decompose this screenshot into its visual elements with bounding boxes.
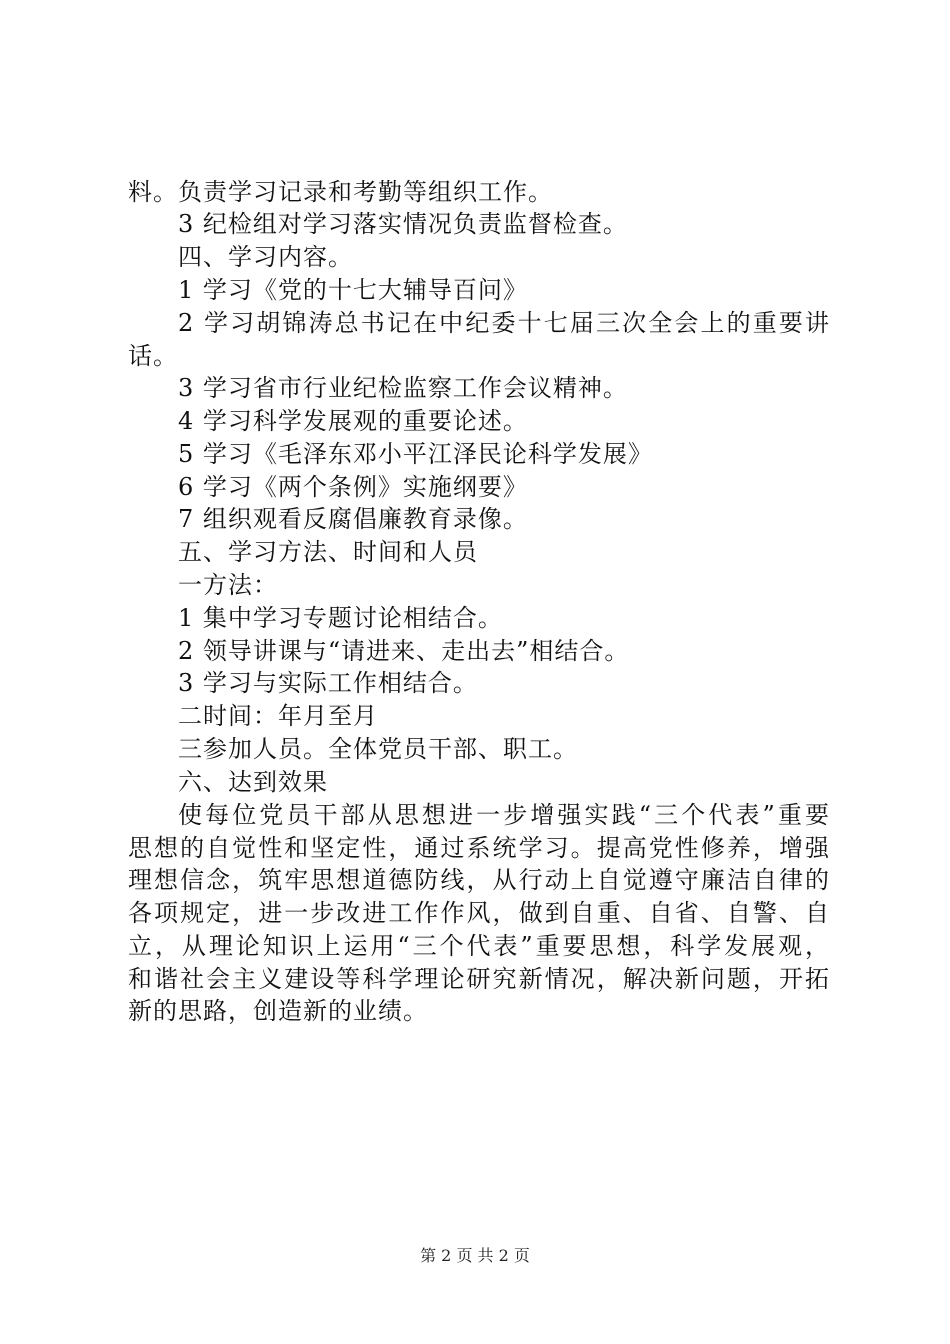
text-line: 思想的自觉性和坚定性，通过系统学习。提高党性修养，增强 <box>128 834 830 862</box>
text-line: 6 学习《两个条例》实施纲要》 <box>178 473 528 501</box>
text-line: 话。 <box>128 342 178 370</box>
text-line: 料。负责学习记录和考勤等组织工作。 <box>128 178 553 206</box>
text-line: 三参加人员。全体党员干部、职工。 <box>178 735 578 763</box>
text-line: 立，从理论知识上运用“三个代表”重要思想，科学发展观， <box>128 932 830 960</box>
text-line: 二时间：年月至月 <box>178 702 378 730</box>
section-heading: 六、达到效果 <box>178 768 328 796</box>
text-line: 一方法： <box>178 571 278 599</box>
text-line: 1 集中学习专题讨论相结合。 <box>178 604 503 632</box>
text-line: 5 学习《毛泽东邓小平江泽民论科学发展》 <box>178 440 653 468</box>
section-heading: 四、学习内容。 <box>178 243 353 271</box>
text-line: 3 学习与实际工作相结合。 <box>178 669 478 697</box>
text-line: 使每位党员干部从思想进一步增强实践“三个代表”重要 <box>178 801 830 829</box>
text-line: 新的思路，创造新的业绩。 <box>128 997 428 1025</box>
text-line: 2 学习胡锦涛总书记在中纪委十七届三次全会上的重要讲 <box>178 309 830 337</box>
text-line: 3 学习省市行业纪检监察工作会议精神。 <box>178 374 628 402</box>
page-number-footer: 第 2 页 共 2 页 <box>420 1246 530 1265</box>
text-line: 4 学习科学发展观的重要论述。 <box>178 407 528 435</box>
text-line: 7 组织观看反腐倡廉教育录像。 <box>178 505 528 533</box>
text-line: 和谐社会主义建设等科学理论研究新情况，解决新问题，开拓 <box>128 965 830 993</box>
text-line: 3 纪检组对学习落实情况负责监督检查。 <box>178 210 628 238</box>
text-line: 理想信念，筑牢思想道德防线，从行动上自觉遵守廉洁自律的 <box>128 866 830 894</box>
text-line: 2 领导讲课与“请进来、走出去”相结合。 <box>178 637 630 665</box>
text-line: 1 学习《党的十七大辅导百问》 <box>178 276 528 304</box>
section-heading: 五、学习方法、时间和人员 <box>178 538 478 566</box>
text-line: 各项规定，进一步改进工作作风，做到自重、自省、自警、自 <box>128 899 830 927</box>
